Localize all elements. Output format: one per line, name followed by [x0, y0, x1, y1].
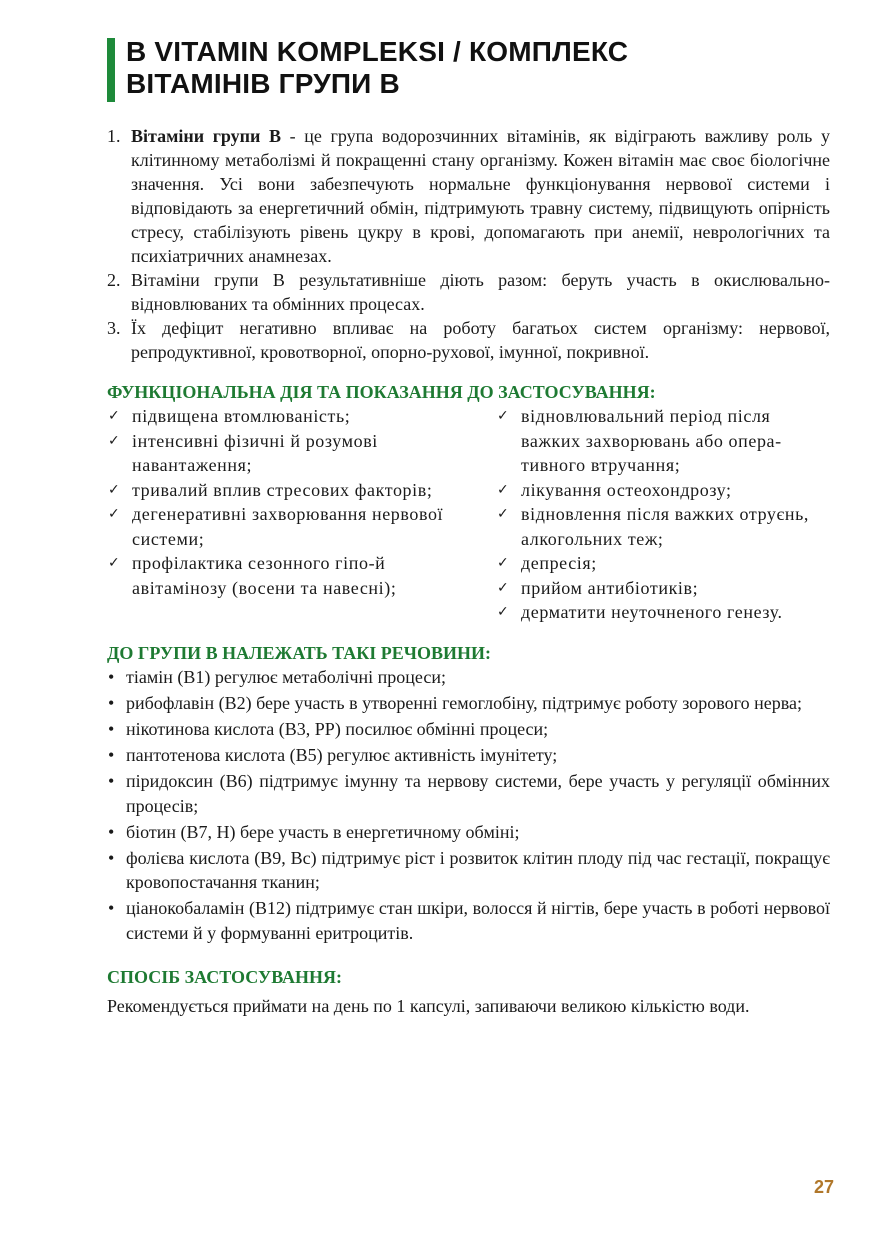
list-item [107, 665, 830, 689]
bullet-icon: • [108, 718, 115, 739]
title-accent-bar [107, 38, 115, 102]
indications-right-column [496, 404, 830, 625]
list-item-text: підвищена втомлюваність; [132, 406, 351, 426]
intro-item-number: 2. [107, 270, 121, 290]
list-item [496, 502, 830, 551]
section-heading-substances: ДО ГРУПИ В НАЛЕЖАТЬ ТАКІ РЕЧОВИНИ: [107, 642, 492, 663]
intro-item-bold: Вітаміни групи В [131, 126, 281, 146]
list-item [107, 769, 830, 817]
checkmark-icon: ✓ [497, 555, 510, 571]
list-item-text: дегенеративні захворювання нервової системи; [132, 504, 444, 549]
bullet-icon: • [108, 847, 115, 868]
page-content [107, 124, 830, 1018]
list-item-text: рибофлавін (В2) бере участь в утворенні гемоглобіну, підтримує роботу зорового нерва; [126, 692, 802, 713]
intro-item [107, 268, 830, 316]
checkmark-icon: ✓ [497, 408, 510, 424]
list-item-text: тривалий вплив стресових факторів; [132, 479, 433, 500]
list-item [107, 551, 452, 600]
section-heading-usage: СПОСІБ ЗАСТОСУВАННЯ: [107, 966, 343, 987]
bullet-icon: • [108, 898, 115, 919]
list-item [107, 846, 830, 894]
indications-columns [107, 404, 830, 625]
intro-item-text: - це група водорозчинних вітамінів, як відіграють важливу роль у клітинному метаболізмі й покращенні стану організму. Кожен вітамін має своє біологічне значення. Усі вони забезпечують нормальне функціонування нервової системи і відповідають за енергетичний обмін, підтримують травну систему, підвищують опірність стресу, стабілізують рівень цукру в крові, допомагають при анемії, неврологічних та психіатричних анамнезах. [131, 126, 830, 266]
list-item [107, 691, 830, 715]
list-item [107, 478, 452, 503]
bullet-icon: • [108, 666, 115, 687]
list-item-text: лікування остеохондрозу; [521, 479, 732, 500]
section-heading-indications: ФУНКЦІОНАЛЬНА ДІЯ ТА ПОКАЗАННЯ ДО ЗАСТОСУВАННЯ: [107, 382, 656, 402]
intro-item-number: 3. [107, 318, 121, 338]
list-item-text: біотин (В7, Н) бере участь в енергетичному обміні; [126, 821, 520, 842]
list-item-text: тіамін (В1) регулює метаболічні процеси; [126, 666, 446, 687]
list-item-text: відновлення після важких отруєнь, алкогольних теж; [521, 504, 809, 549]
bullet-icon: • [108, 821, 115, 842]
list-item-text: інтенсивні фізичні й розумові навантаження; [132, 430, 378, 475]
intro-item [107, 316, 830, 364]
page-title-line-2: ВІТАМІНІВ ГРУПИ В [126, 68, 400, 99]
list-item [107, 429, 452, 478]
list-item [107, 404, 452, 429]
page-title-line-1: B VITAMIN KOMPLEKSI / КОМПЛЕКС [126, 36, 629, 67]
page-title [126, 36, 837, 100]
list-item [107, 896, 830, 944]
checkmark-icon: ✓ [108, 432, 121, 449]
page-title-block [107, 36, 837, 100]
indications-right-list [496, 404, 830, 625]
list-item-text: піридоксин (В6) підтримує імунну та нервову системи, бере участь у регуляції обмінних процесів; [126, 771, 830, 816]
checkmark-icon: ✓ [497, 604, 510, 620]
list-item-text: депресія; [521, 553, 597, 573]
bullet-icon: • [108, 745, 115, 766]
checkmark-icon: ✓ [108, 481, 121, 498]
list-item [107, 502, 452, 551]
checkmark-icon: ✓ [497, 506, 510, 522]
list-item [107, 743, 830, 767]
list-item [496, 404, 830, 478]
indications-left-column [107, 404, 452, 625]
list-item [107, 820, 830, 844]
intro-item-text: Їх дефіцит негативно впливає на роботу багатьох систем організму: нервової, репродуктивної, кровотворної, опорно-рухової, імунної, покривної. [131, 318, 830, 362]
bullet-icon: • [108, 692, 115, 713]
list-item-text: нікотинова кислота (В3, РР) посилює обмінні процеси; [126, 718, 549, 739]
intro-item [107, 124, 830, 268]
list-item-text: фолієва кислота (В9, Вс) підтримує ріст і розвиток клітин плоду під час гестації, покращує кровопостачання тканин; [126, 847, 830, 893]
checkmark-icon: ✓ [497, 579, 510, 596]
list-item [496, 551, 830, 576]
checkmark-icon: ✓ [497, 481, 510, 498]
bullet-icon: • [108, 771, 115, 792]
list-item [496, 576, 830, 601]
list-item [496, 478, 830, 503]
list-item-text: профілактика сезонного гіпо-й авітамінозу (восени та навесні); [132, 553, 397, 598]
list-item-text: ціанокобаламін (В12) підтримує стан шкіри, волосся й нігтів, бере участь в роботі нервової системи й у формуванні еритроцитів. [126, 898, 830, 943]
checkmark-icon: ✓ [108, 555, 121, 571]
checkmark-icon: ✓ [108, 408, 121, 424]
usage-text: Рекомендується приймати на день по 1 капсулі, запиваючи великою кількістю води. [107, 995, 750, 1016]
intro-item-text: Вітаміни групи В результативніше діють разом: беруть участь в окислювально-відновлюваних та обмінних процесах. [131, 270, 830, 314]
intro-item-number: 1. [107, 126, 121, 146]
indications-left-list [107, 404, 452, 600]
list-item-text: пантотенова кислота (В5) регулює активність імунітету; [126, 745, 558, 766]
substances-list [107, 665, 830, 945]
page-number: 27 [813, 1177, 834, 1197]
list-item [496, 600, 830, 625]
list-item [107, 717, 830, 741]
intro-list [107, 124, 830, 364]
list-item-text: дерматити неуточненого генезу. [521, 602, 783, 622]
checkmark-icon: ✓ [108, 506, 121, 522]
list-item-text: відновлювальний період після важких захворювань або опера-тивного втручання; [521, 406, 782, 475]
list-item-text: прийом антибіотиків; [521, 577, 699, 598]
